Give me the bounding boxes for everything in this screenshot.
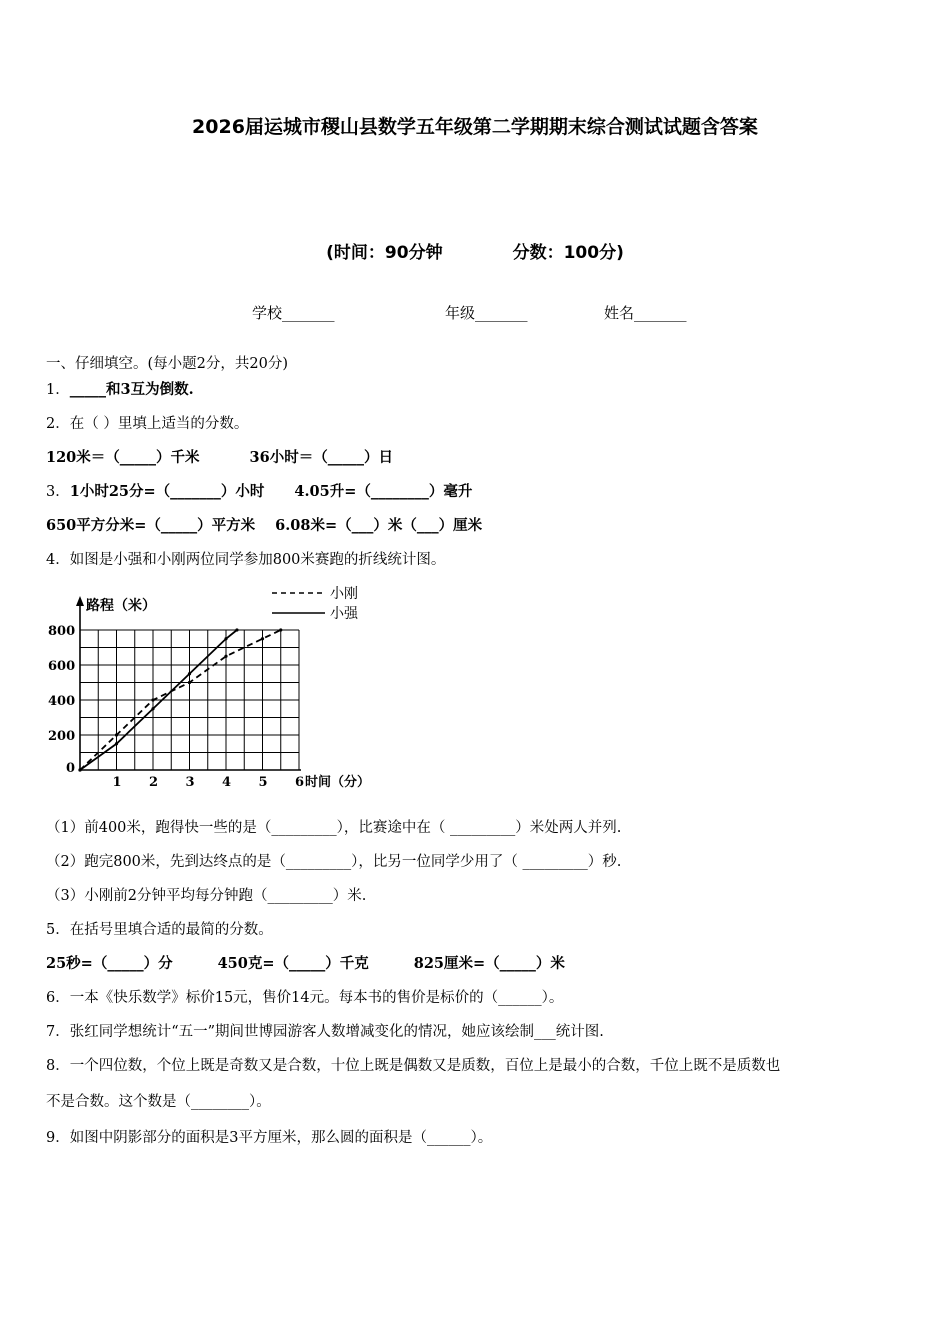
question-4-part-3: （3）小刚前2分钟平均每分钟跑（_________）米. bbox=[46, 888, 367, 904]
y-tick-label: 200 bbox=[48, 729, 76, 744]
name-field[interactable]: 姓名_______ bbox=[604, 304, 687, 322]
blank-item: 25秒=（_____）分 bbox=[46, 955, 173, 972]
question-number: 8． bbox=[46, 1058, 70, 1074]
line-chart bbox=[40, 578, 380, 793]
question-7 bbox=[46, 1020, 604, 1041]
exam-score: 分数：100分) bbox=[512, 243, 624, 263]
question-number: 9． bbox=[46, 1130, 70, 1146]
exam-meta bbox=[0, 238, 950, 263]
question-4-part-2: （2）跑完800米，先到达终点的是（_________），比另一位同学少用了（ _________）秒. bbox=[46, 854, 622, 870]
exam-time: (时间：90分钟 bbox=[326, 243, 443, 263]
blank-item: 450克=（_____）千克 bbox=[217, 955, 369, 972]
grade-field[interactable]: 年级_______ bbox=[445, 304, 528, 322]
question-3-parts bbox=[46, 514, 482, 535]
blank-item: 6.08米=（___）米（___）厘米 bbox=[275, 517, 483, 534]
data-point bbox=[224, 637, 227, 640]
x-tick-label: 3 bbox=[185, 775, 195, 790]
data-point bbox=[151, 698, 154, 701]
data-point bbox=[279, 628, 282, 631]
question-text: 张红同学想统计“五一”期间世博园游客人数增减变化的情况，她应该绘制___统计图. bbox=[69, 1024, 604, 1040]
question-5-parts bbox=[46, 952, 565, 973]
question-text: 一个四位数，个位上既是奇数又是合数，十位上既是偶数又是质数，百位上是最小的合数，千位上既不是质数也 bbox=[69, 1058, 781, 1074]
data-point bbox=[115, 742, 118, 745]
question-number: 4． bbox=[46, 552, 70, 568]
data-point bbox=[188, 672, 191, 675]
y-tick-label: 800 bbox=[48, 624, 76, 639]
question-2-parts bbox=[46, 446, 393, 467]
question-8-continued: 不是合数。这个数是（________）。 bbox=[46, 1094, 271, 1110]
y-axis-title: 路程（米） bbox=[86, 598, 156, 614]
blank-item: 825厘米=（_____）米 bbox=[413, 955, 565, 972]
page-title: 2026届运城市稷山县数学五年级第二学期期末综合测试试题含答案 bbox=[192, 116, 758, 138]
data-point bbox=[261, 637, 264, 640]
y-tick-label: 400 bbox=[48, 694, 76, 709]
question-3 bbox=[46, 480, 472, 501]
blank-item: 4.05升=（________）毫升 bbox=[294, 483, 473, 500]
y-axis-arrow bbox=[76, 596, 84, 606]
question-text: 一本《快乐数学》标价15元，售价14元。每本书的售价是标价的（______）。 bbox=[69, 990, 564, 1006]
x-tick-label: 4 bbox=[222, 775, 232, 790]
chart-grid bbox=[80, 630, 299, 770]
data-point bbox=[115, 733, 118, 736]
data-point bbox=[188, 681, 191, 684]
question-number: 6． bbox=[46, 990, 70, 1006]
x-tick-label: 5 bbox=[258, 775, 268, 790]
data-point bbox=[235, 628, 238, 631]
question-8 bbox=[46, 1054, 780, 1075]
data-point bbox=[151, 707, 154, 710]
question-4 bbox=[46, 548, 445, 569]
blank-item: 36小时＝（_____）日 bbox=[249, 449, 393, 466]
x-tick-label: 2 bbox=[149, 775, 159, 790]
question-text: _____和3互为倒数. bbox=[69, 381, 194, 398]
y-tick-label: 600 bbox=[48, 659, 76, 674]
x-tick-label: 6 bbox=[295, 775, 305, 790]
blank-item: 650平方分米=（_____）平方米 bbox=[46, 517, 256, 534]
question-number: 2． bbox=[46, 416, 70, 432]
school-field[interactable]: 学校_______ bbox=[252, 304, 335, 322]
question-text: 在（ ）里填上适当的分数。 bbox=[69, 416, 249, 432]
legend-label: 小强 bbox=[330, 606, 358, 622]
data-point bbox=[224, 655, 227, 658]
question-number: 3． bbox=[46, 484, 70, 500]
x-axis-title: 时间（分） bbox=[305, 775, 371, 790]
question-text: 如图中阴影部分的面积是3平方厘米，那么圆的面积是（______）。 bbox=[69, 1130, 493, 1146]
question-number: 1． bbox=[46, 382, 70, 398]
question-9 bbox=[46, 1126, 492, 1147]
blank-item: 1小时25分=（_______）小时 bbox=[69, 483, 265, 500]
question-text: 在括号里填合适的最简的分数。 bbox=[69, 922, 273, 938]
question-6 bbox=[46, 986, 563, 1007]
question-1 bbox=[46, 378, 194, 399]
question-number: 5． bbox=[46, 922, 70, 938]
question-5 bbox=[46, 918, 273, 939]
blank-item: 120米＝（_____）千米 bbox=[46, 449, 200, 466]
question-text: 如图是小强和小刚两位同学参加800米赛跑的折线统计图。 bbox=[69, 552, 446, 568]
question-number: 7． bbox=[46, 1024, 70, 1040]
x-tick-label: 1 bbox=[112, 775, 122, 790]
x-tick-label: 0 bbox=[66, 761, 76, 776]
data-point bbox=[78, 768, 81, 771]
legend-label: 小刚 bbox=[330, 586, 358, 602]
question-2 bbox=[46, 412, 248, 433]
section-heading: 一、仔细填空。(每小题2分，共20分) bbox=[46, 356, 288, 372]
question-4-part-1: （1）前400米，跑得快一些的是（_________），比赛途中在（ _________）米处两人并列. bbox=[46, 820, 622, 836]
